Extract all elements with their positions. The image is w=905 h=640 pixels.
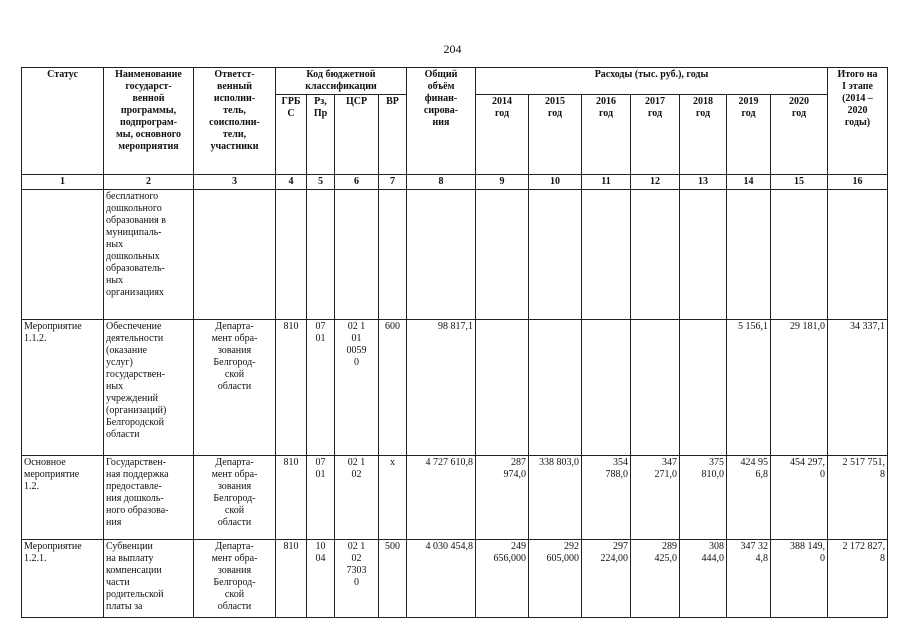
cell-grbs: 810: [276, 540, 307, 618]
cell-2018: 308 444,0: [680, 540, 727, 618]
cell-responsible: Департа- мент обра- зования Белгород- ской области: [194, 320, 276, 456]
cell-vr: 500: [379, 540, 407, 618]
cell-csr: [335, 190, 379, 320]
cell-grbs: [276, 190, 307, 320]
cell-status: Мероприятие 1.1.2.: [22, 320, 104, 456]
col-number: 11: [582, 175, 631, 190]
col-number: 4: [276, 175, 307, 190]
cell-rzpr: 07 01: [307, 320, 335, 456]
cell-2019: 347 32 4,8: [727, 540, 771, 618]
cell-status: Основное мероприятие 1.2.: [22, 456, 104, 540]
col-number: 1: [22, 175, 104, 190]
cell-vr: [379, 190, 407, 320]
cell-2014: [476, 190, 529, 320]
cell-name: Государствен- ная поддержка предоставле- ния дошколь- ного образова- ния: [104, 456, 194, 540]
cell-2015: 292 605,000: [529, 540, 582, 618]
cell-2017: [631, 190, 680, 320]
program-table: [21, 67, 888, 618]
header-budget-code: Код бюджетной классификации: [276, 68, 407, 95]
cell-csr: 02 1 02 7303 0: [335, 540, 379, 618]
cell-2016: [582, 320, 631, 456]
cell-2019: 5 156,1: [727, 320, 771, 456]
table-row: [22, 190, 888, 320]
cell-rzpr: 10 04: [307, 540, 335, 618]
header-grbs: ГРБ С: [276, 95, 307, 175]
cell-total: 4 030 454,8: [407, 540, 476, 618]
cell-2015: [529, 320, 582, 456]
cell-total: [407, 190, 476, 320]
header-csr: ЦСР: [335, 95, 379, 175]
cell-vr: 600: [379, 320, 407, 456]
cell-status: Мероприятие 1.2.1.: [22, 540, 104, 618]
cell-total: 98 817,1: [407, 320, 476, 456]
col-number: 7: [379, 175, 407, 190]
cell-2020: 454 297, 0: [771, 456, 828, 540]
column-number-row: [22, 175, 888, 190]
cell-itogo: [828, 190, 888, 320]
cell-2019: 424 95 6,8: [727, 456, 771, 540]
cell-csr: 02 1 02: [335, 456, 379, 540]
header-responsible: Ответст- венный исполни- тель, соисполни- тели, участники: [194, 68, 276, 175]
header-2018: 2018 год: [680, 95, 727, 175]
header-2016: 2016 год: [582, 95, 631, 175]
col-number: 16: [828, 175, 888, 190]
col-number: 3: [194, 175, 276, 190]
header-2019: 2019 год: [727, 95, 771, 175]
cell-responsible: [194, 190, 276, 320]
cell-total: 4 727 610,8: [407, 456, 476, 540]
cell-2017: [631, 320, 680, 456]
header-2017: 2017 год: [631, 95, 680, 175]
header-rzpr: Рз, Пр: [307, 95, 335, 175]
cell-grbs: 810: [276, 456, 307, 540]
col-number: 12: [631, 175, 680, 190]
table-row: [22, 540, 888, 618]
header-expenses: Расходы (тыс. руб.), годы: [476, 68, 828, 95]
col-number: 10: [529, 175, 582, 190]
col-number: 2: [104, 175, 194, 190]
cell-2020: 29 181,0: [771, 320, 828, 456]
cell-2018: [680, 320, 727, 456]
cell-2016: 354 788,0: [582, 456, 631, 540]
cell-2017: 289 425,0: [631, 540, 680, 618]
cell-2019: [727, 190, 771, 320]
col-number: 13: [680, 175, 727, 190]
table-row: [22, 320, 888, 456]
cell-2016: 297 224,00: [582, 540, 631, 618]
cell-2020: 388 149, 0: [771, 540, 828, 618]
header-2014: 2014 год: [476, 95, 529, 175]
cell-csr: 02 1 01 0059 0: [335, 320, 379, 456]
col-number: 8: [407, 175, 476, 190]
cell-responsible: Департа- мент обра- зования Белгород- ской области: [194, 456, 276, 540]
cell-2016: [582, 190, 631, 320]
cell-itogo: 2 517 751, 8: [828, 456, 888, 540]
cell-status: [22, 190, 104, 320]
col-number: 9: [476, 175, 529, 190]
cell-rzpr: [307, 190, 335, 320]
cell-itogo: 2 172 827, 8: [828, 540, 888, 618]
header-2015: 2015 год: [529, 95, 582, 175]
cell-rzpr: 07 01: [307, 456, 335, 540]
header-total: Общий объём финан- сирова- ния: [407, 68, 476, 175]
cell-name: Субвенции на выплату компенсации части родительской платы за: [104, 540, 194, 618]
cell-responsible: Департа- мент обра- зования Белгород- ской области: [194, 540, 276, 618]
header-row-1: [22, 68, 888, 95]
col-number: 15: [771, 175, 828, 190]
header-status: Статус: [22, 68, 104, 175]
cell-2018: [680, 190, 727, 320]
col-number: 14: [727, 175, 771, 190]
header-2020: 2020 год: [771, 95, 828, 175]
page-number: 204: [443, 42, 462, 56]
header-itogo: Итого на I этапе (2014 – 2020 годы): [828, 68, 888, 175]
cell-2014: [476, 320, 529, 456]
cell-2014: 287 974,0: [476, 456, 529, 540]
cell-name: бесплатного дошкольного образования в муниципаль- ных дошкольных образователь- ных организациях: [104, 190, 194, 320]
cell-2017: 347 271,0: [631, 456, 680, 540]
cell-2015: [529, 190, 582, 320]
header-name: Наименование государст- венной программы, подпрограм- мы, основного мероприятия: [104, 68, 194, 175]
table-row: [22, 456, 888, 540]
cell-2014: 249 656,000: [476, 540, 529, 618]
col-number: 6: [335, 175, 379, 190]
cell-vr: х: [379, 456, 407, 540]
cell-2015: 338 803,0: [529, 456, 582, 540]
cell-2020: [771, 190, 828, 320]
header-vr: ВР: [379, 95, 407, 175]
cell-name: Обеспечение деятельности (оказание услуг) государствен- ных учреждений (организаций) Белгородской области: [104, 320, 194, 456]
cell-2018: 375 810,0: [680, 456, 727, 540]
cell-grbs: 810: [276, 320, 307, 456]
cell-itogo: 34 337,1: [828, 320, 888, 456]
col-number: 5: [307, 175, 335, 190]
